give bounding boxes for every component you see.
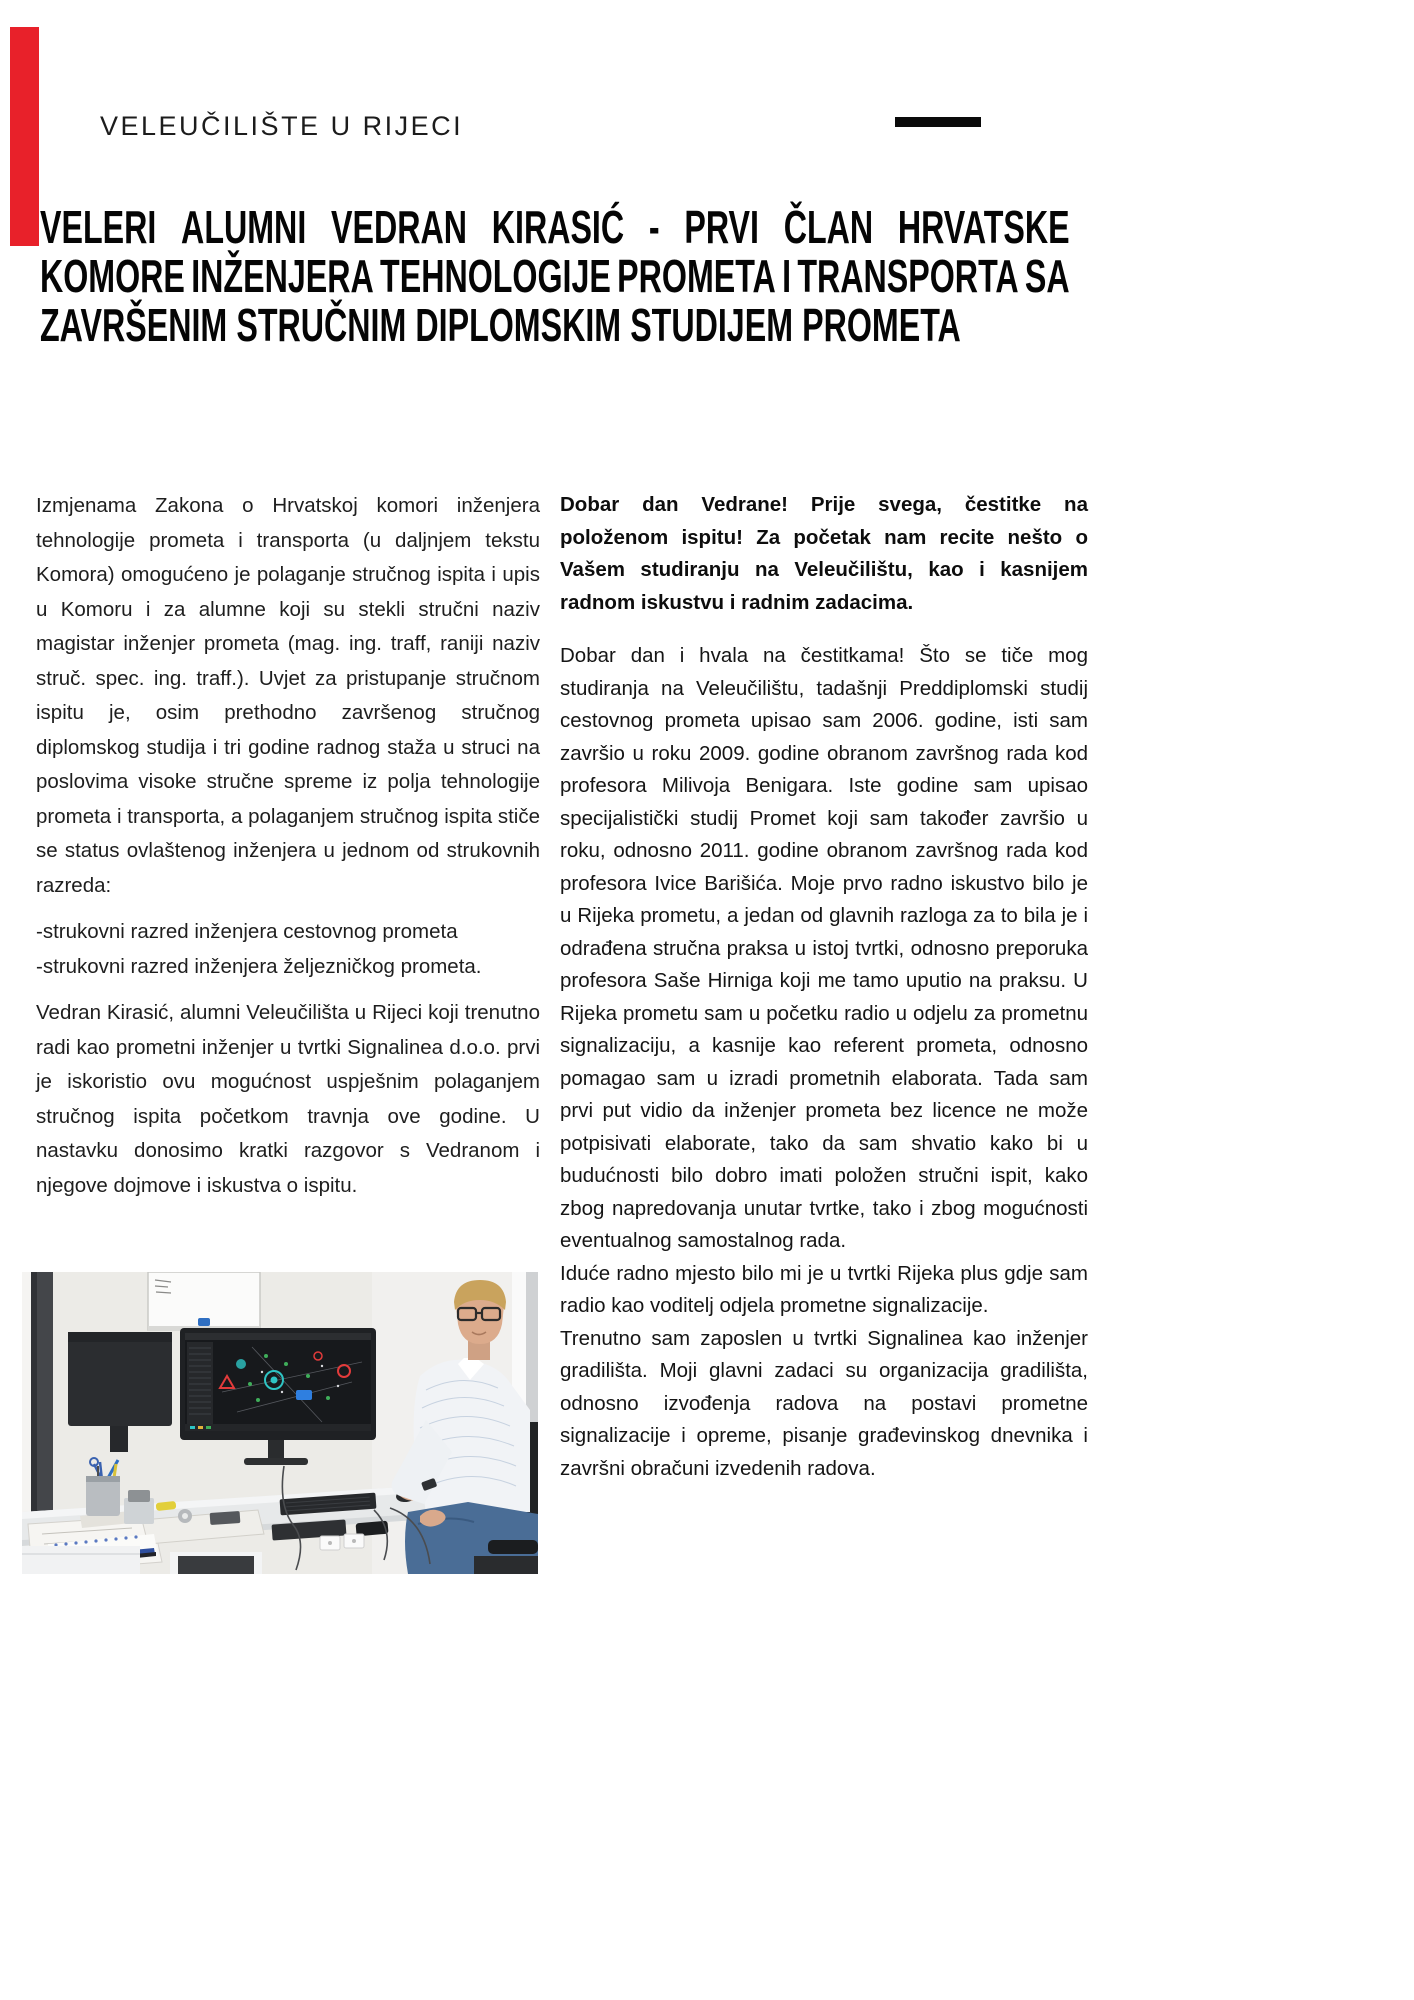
headline-line-2 — [40, 252, 1070, 301]
headline-word: DIPLOMSKIM — [415, 299, 622, 351]
headline-word: TEHNOLOGIJE — [380, 250, 611, 302]
headline-line-3 — [40, 301, 1070, 350]
list-item: -strukovni razred inženjera željezničkog prometa. — [36, 954, 482, 978]
office-photo — [22, 1272, 538, 1574]
interview-answer-paragraph: Iduće radno mjesto bilo mi je u tvrtki Rijeka plus gdje sam radio kao voditelj odjela prometne signalizacije. — [560, 1261, 1088, 1317]
headline-word: PROMETA — [802, 299, 961, 351]
interview-answer-paragraph: Dobar dan i hvala na čestitkama! Što se tiče mog studiranja na Veleučilištu, tadašnji Preddiplomski studij cestovnog prometa upisao sam 2006. godine, isti sam završio u roku 2009. godine obranom završnog rada kod profesora Milivoja Benigara. Iste godine sam upisao specijalistički studij Promet koji sam također završio u roku, odnosno 2011. godine obranom završnog rada kod profesora Ivice Barišića. Moje prvo radno iskustvo bilo je u Rijeka prometu, a jedan od glavnih razloga za to bila je i odrađena stručna praksa u istoj tvrtki, odnosno preporuka profesora Saše Hirniga koji me tamo uputio na praksu. U Rijeka prometu sam u početku radio u odjelu za prometnu signalizaciju, a kasnije kao referent prometa, odnosno pomagao sam u izradi prometnih elaborata. Tada sam prvi put vidio da inženjer prometa bez licence ne može potpisivati elaborate, tako da sam shvatio kako bi u budućnosti bilo dobro imati položen stručni ispit, kako zbog napredovanja unutar tvrtke, tako i zbog mogućnosti eventualnog samostalnog rada. — [560, 644, 1088, 1252]
interview-intro-paragraph: Vedran Kirasić, alumni Veleučilišta u Rijeci koji trenutno radi kao prometni inženjer u tvrtki Signalinea d.o.o. prvi je iskoristio ovu mogućnost uspješnim polaganjem stručnog ispita početkom travnja ove godine. U nastavku donosimo kratki razgovor s Vedranom i njegove dojmove i iskustva o ispitu. — [36, 1001, 540, 1197]
headline-word: KIRASIĆ — [491, 201, 625, 253]
headline-word: VELERI — [40, 201, 157, 253]
headline-word: SA — [1024, 250, 1070, 302]
red-accent-bar — [10, 27, 39, 246]
professional-classes-list — [36, 915, 540, 984]
intro-paragraph: Izmjenama Zakona o Hrvatskoj komori inženjera tehnologije prometa i transporta (u daljnjem tekstu Komora) omogućeno je polaganje stručnog ispita i upis u Komoru i za alumne koji su stekli stručni naziv magistar inženjer prometa (mag. ing. traff, raniji naziv struč. spec. ing. traff.). Uvjet za pristupanje stručnom ispitu je, osim prethodno završenog stručnog diplomskog studija i tri godine radnog staža u struci na poslovima visoke stručne spreme iz polja tehnologije prometa i transporta, a polaganjem stručnog ispita stiče se status ovlaštenog inženjera u jednom od strukovnih razreda: — [36, 494, 540, 897]
headline-word: ČLAN — [783, 201, 874, 253]
interview-question: Dobar dan Vedrane! Prije svega, čestitke na položenom ispitu! Za početak nam recite nešto o Vašem studiranju na Veleučilištu, kao i kasnijem radnom iskustvu i radnim zadacima. — [560, 493, 1088, 614]
headline-line-1 — [40, 203, 1070, 252]
headline-word: - — [648, 201, 660, 253]
chair-armrest — [488, 1540, 538, 1554]
left-column — [36, 489, 540, 1215]
headline-word: ZAVRŠENIM — [40, 299, 228, 351]
header-divider-dash — [895, 117, 981, 127]
headline-word: TRANSPORTA — [797, 250, 1019, 302]
whiteboard — [148, 1272, 260, 1331]
chair-base — [474, 1556, 538, 1574]
article-headline — [40, 203, 1070, 350]
headline-word: PRVI — [684, 201, 759, 253]
head — [454, 1280, 506, 1344]
headline-word: STRUČNIM — [236, 299, 407, 351]
headline-word: KOMORE — [40, 250, 185, 302]
list-item: -strukovni razred inženjera cestovnog prometa — [36, 920, 458, 943]
interview-answer-paragraph: Trenutno sam zaposlen u tvrtki Signalinea kao inženjer gradilišta. Moji glavni zadaci su organizacija gradilišta, odnosno izvođenja radova na postavi prometne signalizacije i opreme, pisanje građevinskog dnevnika i završni obračuni izvedenih radova. — [560, 1326, 1088, 1480]
headline-word: ALUMNI — [181, 201, 307, 253]
right-column — [560, 489, 1088, 1485]
headline-word: HRVATSKE — [897, 201, 1070, 253]
headline-word: VEDRAN — [331, 201, 467, 253]
headline-word: I — [782, 250, 792, 302]
headline-word: INŽENJERA — [191, 250, 374, 302]
page-title: VELEUČILIŠTE U RIJECI — [100, 111, 464, 141]
headline-word: PROMETA — [617, 250, 776, 302]
headline-word: STUDIJEM — [630, 299, 794, 351]
